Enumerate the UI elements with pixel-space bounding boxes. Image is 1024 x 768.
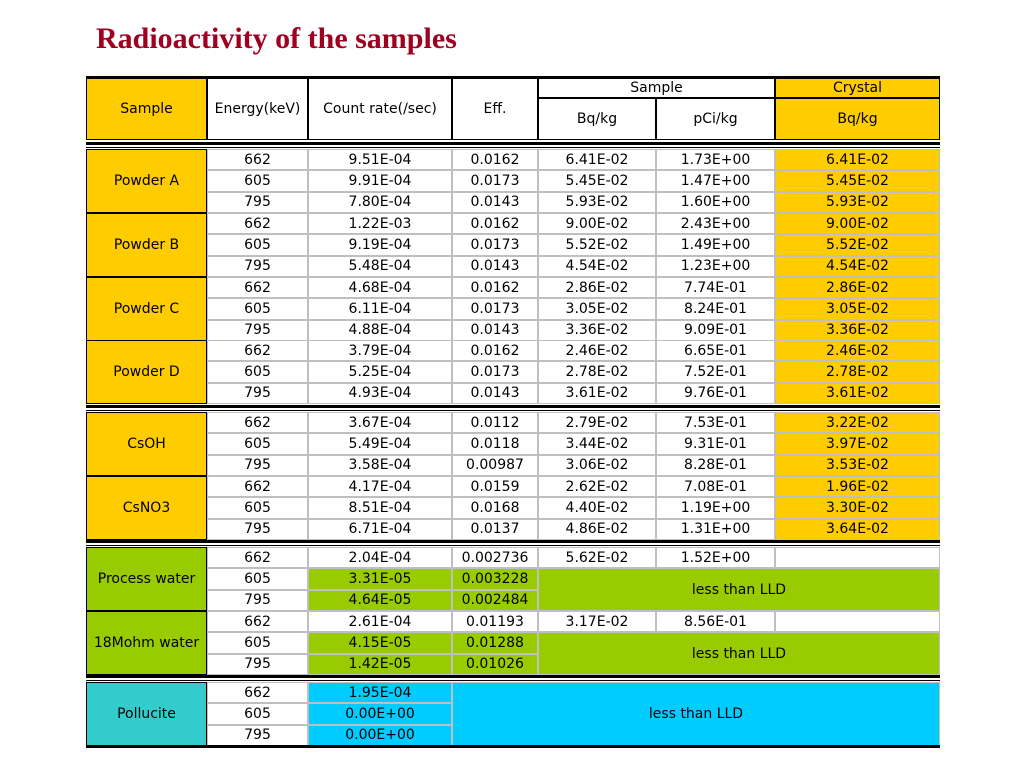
sample-pci-cell: 2.43E+00 bbox=[656, 213, 775, 234]
sample-bq-cell: 3.36E-02 bbox=[538, 320, 656, 341]
eff-cell: 0.0162 bbox=[452, 213, 538, 234]
crystal-bq-cell: 5.52E-02 bbox=[775, 234, 940, 255]
eff-cell: 0.003228 bbox=[452, 568, 538, 589]
lld-note: less than LLD bbox=[538, 632, 940, 675]
page-title: Radioactivity of the samples bbox=[96, 22, 457, 55]
energy-cell: 662 bbox=[207, 213, 308, 234]
sample-name: CsOH bbox=[86, 412, 207, 476]
sample-pci-cell: 8.24E-01 bbox=[656, 298, 775, 319]
energy-cell: 795 bbox=[207, 256, 308, 277]
header-sample-group: Sample bbox=[538, 76, 775, 98]
crystal-bq-cell: 3.61E-02 bbox=[775, 383, 940, 404]
sample-name: Powder D bbox=[86, 340, 207, 404]
crystal-bq-cell bbox=[775, 547, 940, 568]
sample-bq-cell: 2.62E-02 bbox=[538, 476, 656, 497]
energy-cell: 662 bbox=[207, 476, 308, 497]
crystal-bq-cell: 2.46E-02 bbox=[775, 340, 940, 361]
energy-cell: 662 bbox=[207, 149, 308, 170]
crystal-bq-cell: 3.22E-02 bbox=[775, 412, 940, 433]
eff-cell: 0.0143 bbox=[452, 320, 538, 341]
count-rate-cell: 0.00E+00 bbox=[308, 703, 452, 724]
eff-cell: 0.0162 bbox=[452, 149, 538, 170]
lld-note: less than LLD bbox=[538, 568, 940, 611]
energy-cell: 795 bbox=[207, 654, 308, 675]
crystal-bq-cell: 5.45E-02 bbox=[775, 170, 940, 191]
energy-cell: 795 bbox=[207, 519, 308, 540]
sample-pci-cell: 9.31E-01 bbox=[656, 433, 775, 454]
header-sample: Sample bbox=[86, 76, 207, 140]
energy-cell: 605 bbox=[207, 703, 308, 724]
count-rate-cell: 1.22E-03 bbox=[308, 213, 452, 234]
sample-bq-cell: 5.45E-02 bbox=[538, 170, 656, 191]
count-rate-cell: 6.71E-04 bbox=[308, 519, 452, 540]
eff-cell: 0.00987 bbox=[452, 455, 538, 476]
sample-pci-cell: 1.60E+00 bbox=[656, 192, 775, 213]
crystal-bq-cell: 4.54E-02 bbox=[775, 256, 940, 277]
count-rate-cell: 5.25E-04 bbox=[308, 361, 452, 382]
sample-bq-cell: 2.46E-02 bbox=[538, 340, 656, 361]
energy-cell: 795 bbox=[207, 383, 308, 404]
crystal-bq-cell: 3.64E-02 bbox=[775, 519, 940, 540]
sample-bq-cell: 3.06E-02 bbox=[538, 455, 656, 476]
energy-cell: 662 bbox=[207, 611, 308, 632]
eff-cell: 0.0159 bbox=[452, 476, 538, 497]
header-energy: Energy(keV) bbox=[207, 76, 308, 140]
count-rate-cell: 4.64E-05 bbox=[308, 590, 452, 611]
sample-bq-cell: 3.61E-02 bbox=[538, 383, 656, 404]
eff-cell: 0.0143 bbox=[452, 192, 538, 213]
section-separator bbox=[86, 142, 940, 148]
sample-bq-cell: 5.93E-02 bbox=[538, 192, 656, 213]
eff-cell: 0.0143 bbox=[452, 256, 538, 277]
sample-bq-cell: 5.62E-02 bbox=[538, 547, 656, 568]
sample-name: Powder C bbox=[86, 277, 207, 341]
eff-cell: 0.0173 bbox=[452, 298, 538, 319]
crystal-bq-cell: 3.97E-02 bbox=[775, 433, 940, 454]
header-crystal-group: Crystal bbox=[775, 76, 940, 98]
sample-bq-cell: 6.41E-02 bbox=[538, 149, 656, 170]
energy-cell: 662 bbox=[207, 277, 308, 298]
sample-pci-cell: 1.47E+00 bbox=[656, 170, 775, 191]
sample-pci-cell: 1.23E+00 bbox=[656, 256, 775, 277]
crystal-bq-cell: 3.36E-02 bbox=[775, 320, 940, 341]
header-eff: Eff. bbox=[452, 76, 538, 140]
sample-bq-cell: 4.40E-02 bbox=[538, 497, 656, 518]
count-rate-cell: 4.15E-05 bbox=[308, 632, 452, 653]
count-rate-cell: 4.93E-04 bbox=[308, 383, 452, 404]
header-crystal-bq-kg: Bq/kg bbox=[775, 98, 940, 140]
header-bq-kg: Bq/kg bbox=[538, 98, 656, 140]
count-rate-cell: 6.11E-04 bbox=[308, 298, 452, 319]
sample-pci-cell: 8.28E-01 bbox=[656, 455, 775, 476]
sample-pci-cell: 7.74E-01 bbox=[656, 277, 775, 298]
sample-pci-cell: 1.31E+00 bbox=[656, 519, 775, 540]
count-rate-cell: 9.91E-04 bbox=[308, 170, 452, 191]
energy-cell: 662 bbox=[207, 340, 308, 361]
energy-cell: 605 bbox=[207, 170, 308, 191]
eff-cell: 0.0137 bbox=[452, 519, 538, 540]
crystal-bq-cell: 1.96E-02 bbox=[775, 476, 940, 497]
header-count-rate: Count rate(/sec) bbox=[308, 76, 452, 140]
count-rate-cell: 2.04E-04 bbox=[308, 547, 452, 568]
eff-cell: 0.0143 bbox=[452, 383, 538, 404]
count-rate-cell: 3.31E-05 bbox=[308, 568, 452, 589]
eff-cell: 0.01193 bbox=[452, 611, 538, 632]
sample-name: 18Mohm water bbox=[86, 611, 207, 675]
sample-bq-cell: 2.86E-02 bbox=[538, 277, 656, 298]
count-rate-cell: 4.88E-04 bbox=[308, 320, 452, 341]
count-rate-cell: 5.49E-04 bbox=[308, 433, 452, 454]
eff-cell: 0.0173 bbox=[452, 170, 538, 191]
sample-name: Powder A bbox=[86, 149, 207, 213]
sample-pci-cell: 8.56E-01 bbox=[656, 611, 775, 632]
sample-name: Process water bbox=[86, 547, 207, 611]
energy-cell: 662 bbox=[207, 682, 308, 703]
count-rate-cell: 1.95E-04 bbox=[308, 682, 452, 703]
eff-cell: 0.0168 bbox=[452, 497, 538, 518]
sample-pci-cell: 1.52E+00 bbox=[656, 547, 775, 568]
sample-bq-cell: 4.86E-02 bbox=[538, 519, 656, 540]
count-rate-cell: 1.42E-05 bbox=[308, 654, 452, 675]
energy-cell: 605 bbox=[207, 234, 308, 255]
radioactivity-table bbox=[86, 76, 940, 748]
crystal-bq-cell: 2.86E-02 bbox=[775, 277, 940, 298]
energy-cell: 605 bbox=[207, 568, 308, 589]
count-rate-cell: 5.48E-04 bbox=[308, 256, 452, 277]
eff-cell: 0.01288 bbox=[452, 632, 538, 653]
sample-bq-cell: 3.05E-02 bbox=[538, 298, 656, 319]
eff-cell: 0.0112 bbox=[452, 412, 538, 433]
count-rate-cell: 7.80E-04 bbox=[308, 192, 452, 213]
crystal-bq-cell: 2.78E-02 bbox=[775, 361, 940, 382]
header-pci-kg: pCi/kg bbox=[656, 98, 775, 140]
crystal-bq-cell: 3.53E-02 bbox=[775, 455, 940, 476]
energy-cell: 662 bbox=[207, 547, 308, 568]
sample-pci-cell: 9.09E-01 bbox=[656, 320, 775, 341]
count-rate-cell: 9.19E-04 bbox=[308, 234, 452, 255]
eff-cell: 0.0173 bbox=[452, 361, 538, 382]
count-rate-cell: 0.00E+00 bbox=[308, 725, 452, 746]
sample-name: Powder B bbox=[86, 213, 207, 277]
sample-bq-cell: 3.17E-02 bbox=[538, 611, 656, 632]
count-rate-cell: 4.17E-04 bbox=[308, 476, 452, 497]
count-rate-cell: 9.51E-04 bbox=[308, 149, 452, 170]
sample-bq-cell: 2.79E-02 bbox=[538, 412, 656, 433]
energy-cell: 605 bbox=[207, 361, 308, 382]
count-rate-cell: 3.79E-04 bbox=[308, 340, 452, 361]
eff-cell: 0.0173 bbox=[452, 234, 538, 255]
crystal-bq-cell: 9.00E-02 bbox=[775, 213, 940, 234]
crystal-bq-cell bbox=[775, 611, 940, 632]
sample-bq-cell: 2.78E-02 bbox=[538, 361, 656, 382]
section-separator bbox=[86, 405, 940, 411]
sample-pci-cell: 7.52E-01 bbox=[656, 361, 775, 382]
sample-bq-cell: 3.44E-02 bbox=[538, 433, 656, 454]
eff-cell: 0.0162 bbox=[452, 340, 538, 361]
sample-bq-cell: 4.54E-02 bbox=[538, 256, 656, 277]
crystal-bq-cell: 6.41E-02 bbox=[775, 149, 940, 170]
sample-bq-cell: 9.00E-02 bbox=[538, 213, 656, 234]
energy-cell: 795 bbox=[207, 320, 308, 341]
sample-pci-cell: 1.73E+00 bbox=[656, 149, 775, 170]
eff-cell: 0.002484 bbox=[452, 590, 538, 611]
sample-pci-cell: 7.53E-01 bbox=[656, 412, 775, 433]
energy-cell: 605 bbox=[207, 632, 308, 653]
table-bottom-border bbox=[86, 745, 940, 748]
lld-note: less than LLD bbox=[452, 682, 940, 746]
count-rate-cell: 2.61E-04 bbox=[308, 611, 452, 632]
energy-cell: 605 bbox=[207, 433, 308, 454]
crystal-bq-cell: 3.30E-02 bbox=[775, 497, 940, 518]
energy-cell: 795 bbox=[207, 455, 308, 476]
sample-pci-cell: 1.49E+00 bbox=[656, 234, 775, 255]
sample-pci-cell: 9.76E-01 bbox=[656, 383, 775, 404]
eff-cell: 0.002736 bbox=[452, 547, 538, 568]
sample-name: Pollucite bbox=[86, 682, 207, 746]
sample-name: CsNO3 bbox=[86, 476, 207, 540]
count-rate-cell: 3.67E-04 bbox=[308, 412, 452, 433]
eff-cell: 0.01026 bbox=[452, 654, 538, 675]
count-rate-cell: 4.68E-04 bbox=[308, 277, 452, 298]
section-separator bbox=[86, 540, 940, 546]
crystal-bq-cell: 3.05E-02 bbox=[775, 298, 940, 319]
count-rate-cell: 3.58E-04 bbox=[308, 455, 452, 476]
energy-cell: 605 bbox=[207, 298, 308, 319]
eff-cell: 0.0162 bbox=[452, 277, 538, 298]
energy-cell: 795 bbox=[207, 590, 308, 611]
energy-cell: 605 bbox=[207, 497, 308, 518]
sample-pci-cell: 1.19E+00 bbox=[656, 497, 775, 518]
sample-pci-cell: 6.65E-01 bbox=[656, 340, 775, 361]
sample-pci-cell: 7.08E-01 bbox=[656, 476, 775, 497]
count-rate-cell: 8.51E-04 bbox=[308, 497, 452, 518]
eff-cell: 0.0118 bbox=[452, 433, 538, 454]
energy-cell: 795 bbox=[207, 192, 308, 213]
sample-bq-cell: 5.52E-02 bbox=[538, 234, 656, 255]
energy-cell: 795 bbox=[207, 725, 308, 746]
crystal-bq-cell: 5.93E-02 bbox=[775, 192, 940, 213]
section-separator bbox=[86, 675, 940, 681]
energy-cell: 662 bbox=[207, 412, 308, 433]
